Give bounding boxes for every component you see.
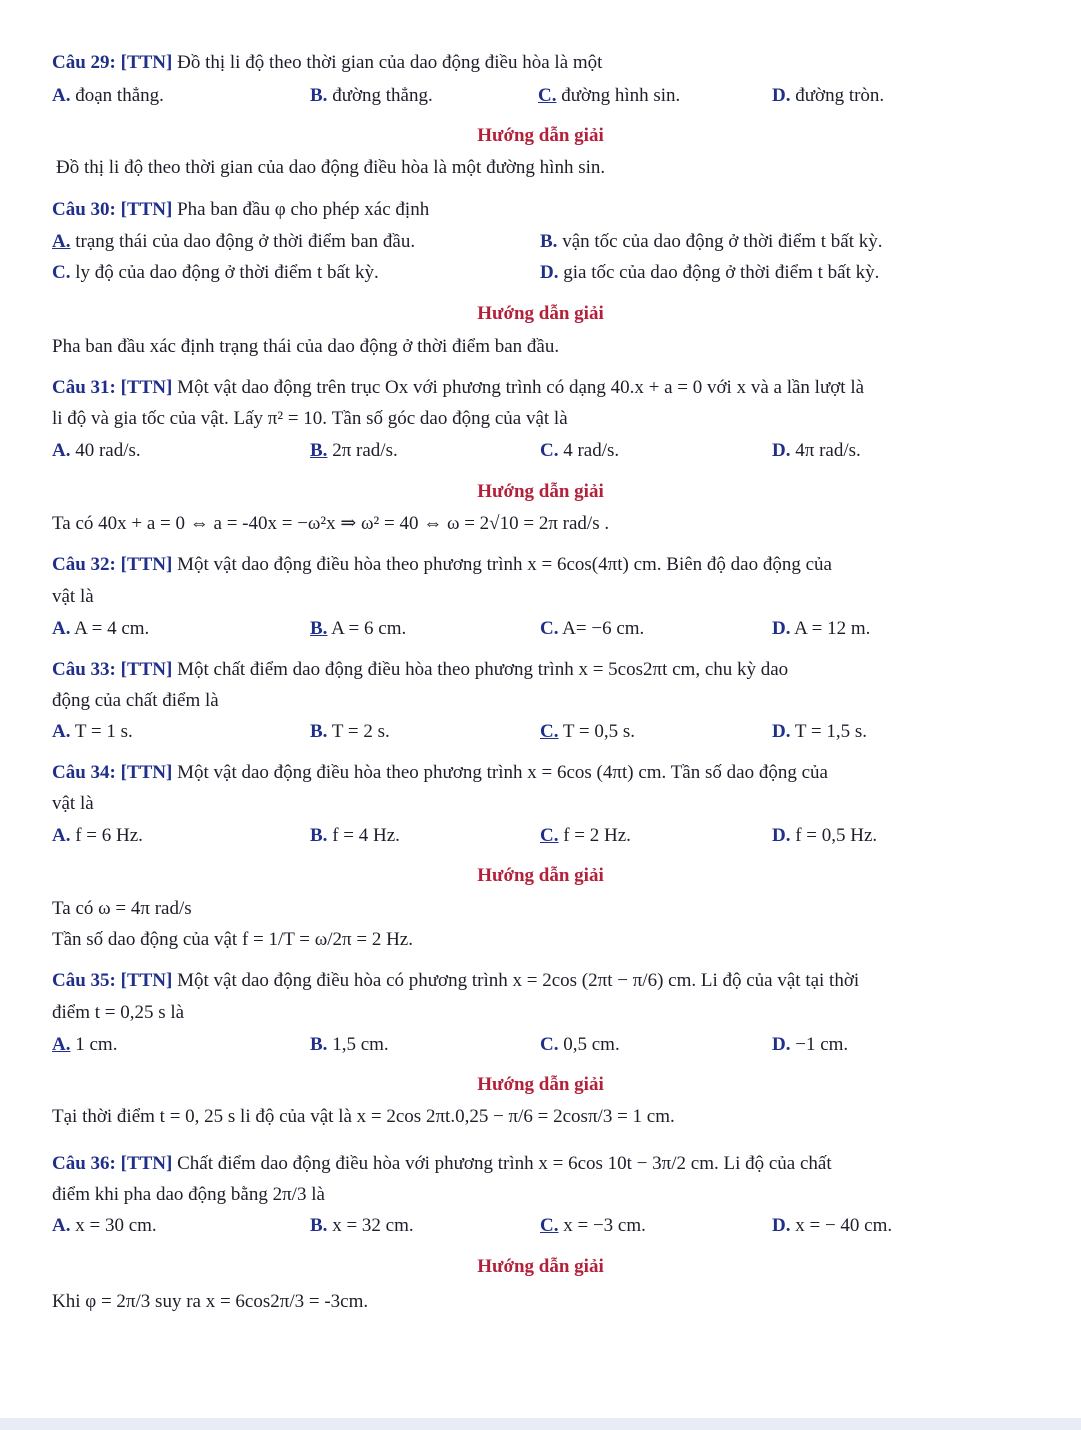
option-b: B. A = 6 cm. (310, 618, 407, 639)
option-a: A. x = 30 cm. (52, 1215, 157, 1236)
option-a: A. f = 6 Hz. (52, 825, 143, 846)
option-d: D. −1 cm. (772, 1034, 849, 1055)
options-35 (52, 1033, 1012, 1057)
option-c: C. 4 rad/s. (540, 440, 620, 461)
question-34-cont: vật là (52, 793, 94, 814)
solution-30: Pha ban đầu xác định trạng thái của dao động ở thời điểm ban đầu. (52, 336, 560, 357)
solution-heading: Hướng dẫn giải (477, 303, 604, 324)
question-35-cont: điểm t = 0,25 s là (52, 1002, 185, 1023)
question-32-cont: vật là (52, 586, 94, 607)
question-33-cont: động của chất điểm là (52, 690, 219, 711)
question-text: Đồ thị li độ theo thời gian của dao động điều hòa là một (172, 52, 603, 73)
option-c: C. A= −6 cm. (540, 618, 645, 639)
option-b: B. 1,5 cm. (310, 1034, 389, 1055)
question-36-cont: điểm khi pha dao động bằng 2π/3 là (52, 1184, 325, 1205)
option-c: C. đường hình sin. (538, 85, 681, 106)
question-34: Câu 34: [TTN] Một vật dao động điều hòa theo phương trình x = 6cos (4πt) cm. Tần số dao động của (52, 762, 828, 783)
option-a: A. A = 4 cm. (52, 618, 150, 639)
question-36: Câu 36: [TTN] Chất điểm dao động điều hòa với phương trình x = 6cos 10t − 3π/2 cm. Li độ của chất (52, 1153, 832, 1174)
option-a: A. trạng thái của dao động ở thời điểm ban đầu. (52, 231, 416, 252)
solution-35: Tại thời điểm t = 0, 25 s li độ của vật là x = 2cos 2πt.0,25 − π/6 = 2cosπ/3 = 1 cm. (52, 1106, 675, 1127)
options-32 (52, 617, 1012, 641)
option-b: B. f = 4 Hz. (310, 825, 400, 846)
solution-heading: Hướng dẫn giải (477, 1074, 604, 1095)
option-d: D. đường tròn. (772, 85, 885, 106)
solution-31: Ta có 40x + a = 0 ⇔ a = -40x = −ω²x ⇒ ω² = 40 ⇔ ω = 2√10 = 2π rad/s . (52, 513, 610, 534)
solution-34: Ta có ω = 4π rad/s (52, 898, 192, 919)
question-29 (52, 51, 602, 75)
option-c: C. x = −3 cm. (540, 1215, 646, 1236)
option-c: C. ly độ của dao động ở thời điểm t bất kỳ. (52, 262, 379, 283)
option-a: A. T = 1 s. (52, 721, 133, 742)
option-d: D. x = − 40 cm. (772, 1215, 893, 1236)
option-d: D. T = 1,5 s. (772, 721, 868, 742)
question-label: Câu 29: (52, 52, 116, 73)
question-33: Câu 33: [TTN] Một chất điểm dao động điều hòa theo phương trình x = 5cos2πt cm, chu kỳ dao (52, 659, 789, 680)
option-b: B. 2π rad/s. (310, 440, 398, 461)
options-31 (52, 439, 1012, 463)
bottom-bar (0, 1418, 1081, 1430)
options-30a (52, 230, 1012, 254)
solution-36: Khi φ = 2π/3 suy ra x = 6cos2π/3 = -3cm. (52, 1291, 369, 1312)
options-29 (52, 84, 1012, 108)
options-36 (52, 1214, 1012, 1238)
option-a: A. đoạn thẳng. (52, 85, 164, 106)
option-a: A. 1 cm. (52, 1034, 118, 1055)
question-35: Câu 35: [TTN] Một vật dao động điều hòa có phương trình x = 2cos (2πt − π/6) cm. Li độ của vật tại thời (52, 970, 860, 991)
option-b: B. x = 32 cm. (310, 1215, 414, 1236)
solution-heading: Hướng dẫn giải (477, 1256, 604, 1277)
question-32: Câu 32: [TTN] Một vật dao động điều hòa theo phương trình x = 6cos(4πt) cm. Biên độ dao động của (52, 554, 832, 575)
options-30b (52, 261, 1012, 285)
solution-34b: Tần số dao động của vật f = 1/T = ω/2π = 2 Hz. (52, 929, 413, 950)
solution-heading: Hướng dẫn giải (477, 481, 604, 502)
option-d: D. 4π rad/s. (772, 440, 861, 461)
options-33 (52, 720, 1012, 744)
option-b: B. vận tốc của dao động ở thời điểm t bất kỳ. (540, 231, 883, 252)
option-c: C. 0,5 cm. (540, 1034, 620, 1055)
option-c: C. f = 2 Hz. (540, 825, 631, 846)
question-31: Câu 31: [TTN] Một vật dao động trên trục Ox với phương trình có dạng 40.x + a = 0 với x và a lần lượt là (52, 377, 865, 398)
question-tag: [TTN] (120, 52, 173, 73)
option-d: D. f = 0,5 Hz. (772, 825, 878, 846)
option-c: C. T = 0,5 s. (540, 721, 636, 742)
solution-heading: Hướng dẫn giải (477, 125, 604, 146)
question-31-cont: li độ và gia tốc của vật. Lấy π² = 10. Tần số góc dao động của vật là (52, 408, 568, 429)
option-b: B. đường thẳng. (310, 85, 433, 106)
options-34 (52, 824, 1012, 848)
option-d: D. gia tốc của dao động ở thời điểm t bất kỳ. (540, 262, 880, 283)
solution-29: Đồ thị li độ theo thời gian của dao động điều hòa là một đường hình sin. (56, 157, 606, 178)
question-30: Câu 30: [TTN] Pha ban đầu φ cho phép xác định (52, 199, 430, 220)
option-d: D. A = 12 m. (772, 618, 871, 639)
option-a: A. 40 rad/s. (52, 440, 141, 461)
option-b: B. T = 2 s. (310, 721, 390, 742)
solution-heading: Hướng dẫn giải (477, 865, 604, 886)
